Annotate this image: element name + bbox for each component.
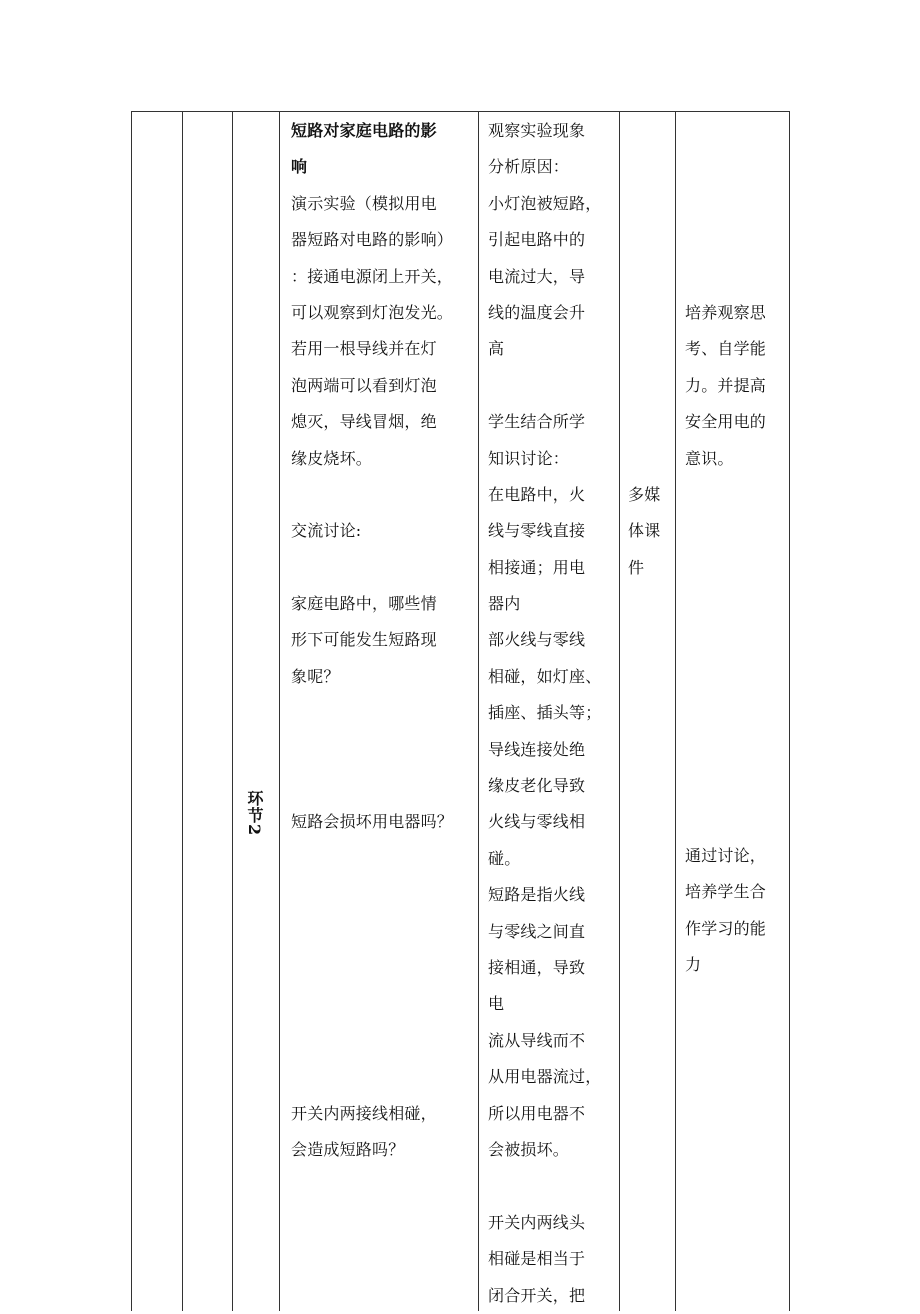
observe-line: 观察实验现象 — [488, 121, 586, 140]
reason-line: 电流过大，导 — [488, 266, 586, 286]
reason-line: 高 — [488, 339, 505, 359]
answer1-line: 火线与零线相 — [488, 812, 586, 832]
answer2-line: 所以用电器不 — [488, 1103, 586, 1123]
media-line: 多媒 — [628, 485, 661, 504]
goal2-line: 力 — [685, 955, 702, 975]
stage-label: 环节2 — [245, 790, 264, 837]
demo-line: 若用一根导线并在灯 — [291, 339, 437, 359]
reason-line: 小灯泡被短路， — [488, 193, 602, 213]
goal2-line: 作学习的能 — [685, 918, 767, 938]
answer1-line: 缘皮老化导致 — [488, 776, 586, 796]
media-line: 体课 — [628, 521, 661, 541]
goal1-line: 安全用电的 — [685, 412, 767, 432]
purpose-goal2 — [685, 838, 766, 984]
column-divider-6 — [675, 112, 676, 1311]
demo-line: 缘皮烧坏。 — [291, 448, 373, 468]
answer1-line: 插座、插头等； — [488, 703, 602, 723]
demo-line: ：接通电源闭上开关， — [291, 266, 454, 286]
table-border-right — [789, 112, 790, 1311]
goal1-line: 考、自学能 — [685, 339, 767, 359]
column-divider-1 — [182, 112, 183, 1311]
column-divider-2 — [232, 112, 233, 1311]
answer1-line: 器内 — [488, 594, 521, 614]
answer1-line: 部火线与零线 — [488, 630, 586, 650]
answer1-line: 相碰，如灯座、 — [488, 666, 602, 686]
answer1-line: 在电路中，火 — [488, 484, 586, 504]
answer1-line: 碰。 — [488, 848, 521, 868]
answer2-line: 短路是指火线 — [488, 885, 586, 905]
observe-line: 分析原因： — [488, 157, 570, 177]
answer2-line: 接相通，导致 — [488, 957, 586, 977]
answer3-line: 相碰是相当于 — [488, 1249, 586, 1269]
answer2-line: 从用电器流过， — [488, 1067, 602, 1087]
reason-line: 引起电路中的 — [488, 230, 586, 250]
demo-line: 熄灭，导线冒烟，绝 — [291, 412, 437, 432]
discussion-title: 交流讨论: — [291, 521, 362, 541]
answer1-line: 相接通；用电 — [488, 557, 586, 577]
student-activity-column — [488, 113, 601, 1314]
question1-line: 家庭电路中，哪些情 — [291, 594, 437, 614]
demo-line: 可以观察到灯泡发光。 — [291, 302, 454, 322]
question3-line: 开关内两接线相碰， — [291, 1103, 437, 1123]
demo-line: 器短路对电路的影响） — [291, 230, 454, 250]
column-divider-5 — [619, 112, 620, 1311]
answer2-line: 流从导线而不 — [488, 1030, 586, 1050]
question1-line: 形下可能发生短路现 — [291, 630, 437, 650]
discuss-intro-line: 学生结合所学 — [488, 412, 586, 432]
demo-line: 泡两端可以看到灯泡 — [291, 375, 437, 395]
answer2-line: 会被损坏。 — [488, 1139, 570, 1159]
answer3-line: 开关内两线头 — [488, 1212, 586, 1232]
question1-line: 象呢？ — [291, 666, 340, 686]
heading-line: 短路对家庭电路的影 — [291, 121, 437, 140]
lesson-plan-table — [131, 111, 790, 1311]
demo-line: 演示实验（模拟用电 — [291, 193, 437, 213]
discuss-intro-line: 知识讨论： — [488, 448, 570, 468]
column-divider-3 — [279, 112, 280, 1311]
purpose-goal1 — [685, 295, 766, 477]
goal1-line: 培养观察思 — [685, 303, 767, 322]
goal1-line: 力。并提高 — [685, 375, 767, 395]
goal2-line: 培养学生合 — [685, 882, 767, 902]
goal2-line: 通过讨论， — [685, 846, 767, 865]
teacher-activity-column — [291, 113, 453, 1168]
answer2-line: 电 — [488, 994, 505, 1014]
question3-line: 会造成短路吗？ — [291, 1139, 405, 1159]
media-line: 件 — [628, 557, 645, 577]
column-divider-4 — [478, 112, 479, 1311]
answer1-line: 线与零线直接 — [488, 521, 586, 541]
reason-line: 线的温度会升 — [488, 302, 586, 322]
answer2-line: 与零线之间直 — [488, 921, 586, 941]
answer1-line: 导线连接处绝 — [488, 739, 586, 759]
goal1-line: 意识。 — [685, 448, 734, 468]
table-border-left — [131, 112, 132, 1311]
heading-line: 响 — [291, 157, 308, 177]
question2-line: 短路会损坏用电器吗？ — [291, 812, 454, 832]
media-column — [628, 477, 660, 586]
answer3-line: 闭合开关，把 — [488, 1285, 586, 1305]
